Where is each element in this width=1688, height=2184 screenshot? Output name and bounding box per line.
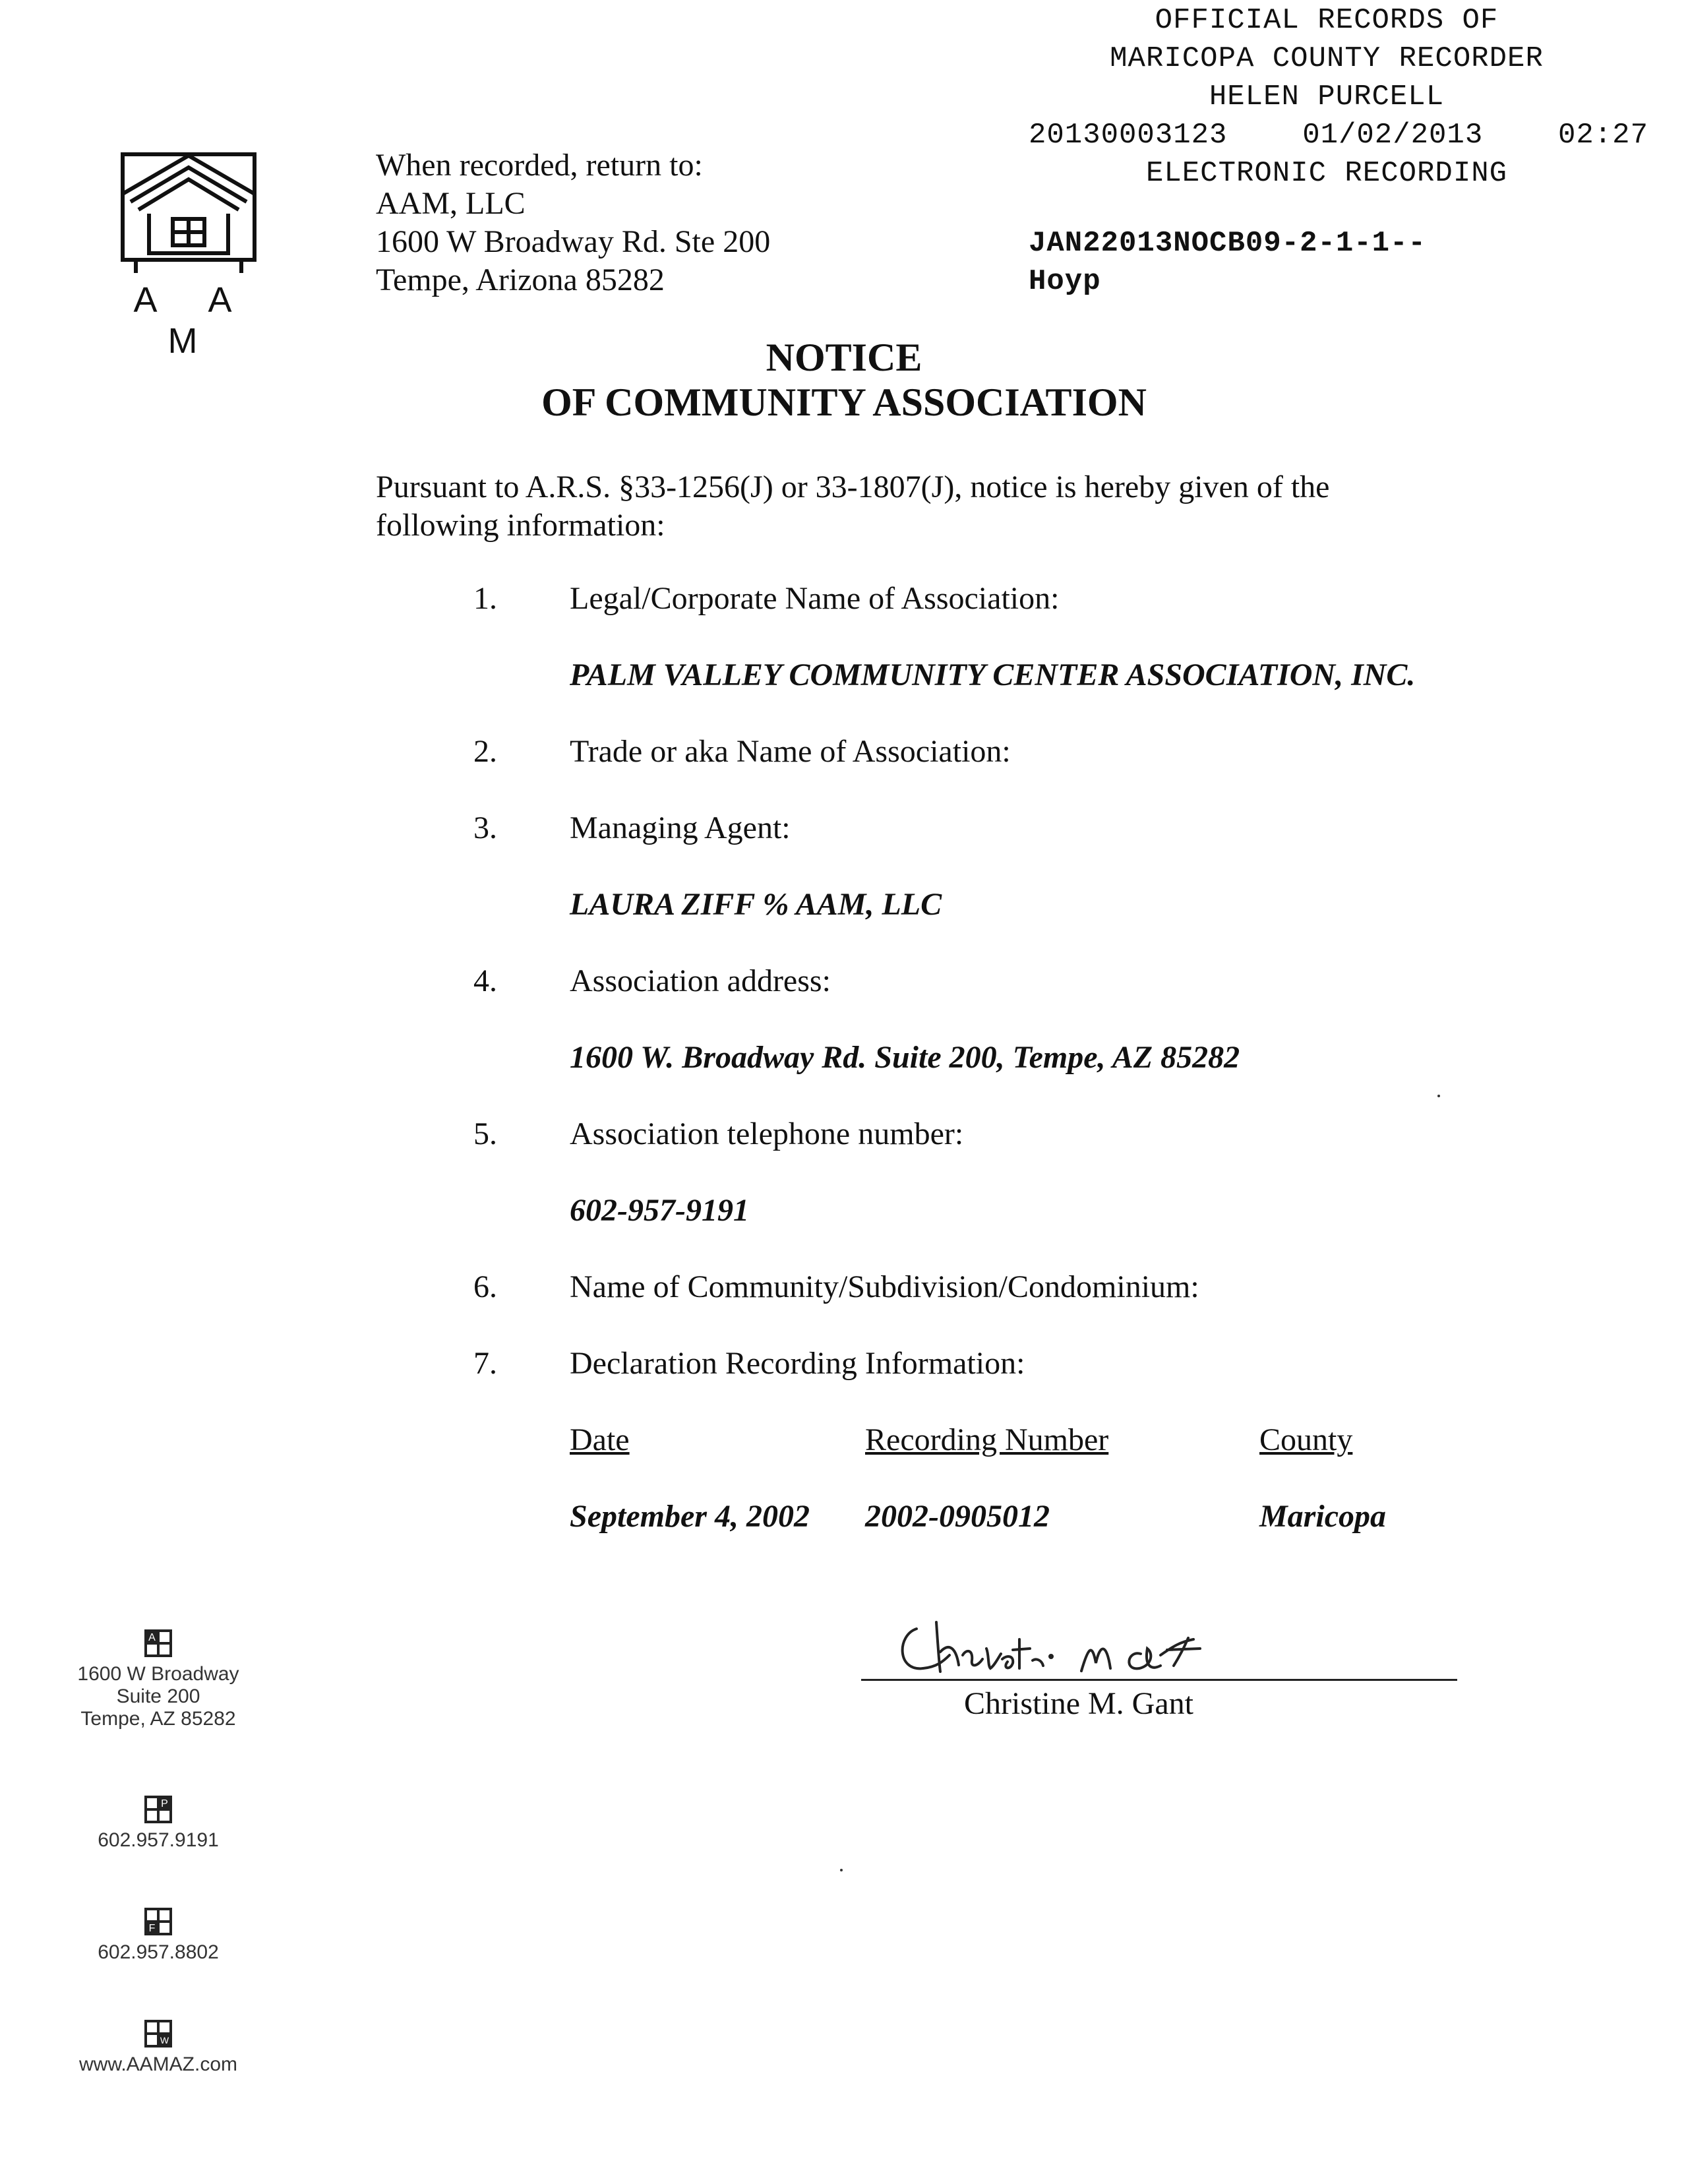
- recorder-code: JAN22013NOCB09-2-1-1--: [1029, 227, 1426, 260]
- sidebar-phone: 602.957.9191: [98, 1829, 219, 1851]
- item-4-value: 1600 W. Broadway Rd. Suite 200, Tempe, AZ 85282: [570, 1040, 1240, 1075]
- declaration-header-recording-number: Recording Number: [865, 1422, 1109, 1457]
- item-4-label: Association address:: [570, 963, 831, 998]
- scan-speck: [1437, 1095, 1440, 1097]
- sidebar-address-line1: 1600 W Broadway: [77, 1663, 239, 1685]
- sidebar-address-line3: Tempe, AZ 85282: [80, 1708, 236, 1730]
- item-3-label: Managing Agent:: [570, 810, 791, 845]
- return-line2: AAM, LLC: [376, 186, 526, 221]
- item-1-value: PALM VALLEY COMMUNITY CENTER ASSOCIATION, INC.: [570, 657, 1416, 692]
- sidebar-fax-block: [53, 1907, 264, 1964]
- return-line4: Tempe, Arizona 85282: [376, 262, 665, 297]
- recorder-code2: Hoyp: [1029, 265, 1101, 298]
- declaration-county: Maricopa: [1259, 1499, 1386, 1534]
- return-line1: When recorded, return to:: [376, 148, 703, 183]
- return-line3: 1600 W Broadway Rd. Ste 200: [376, 224, 771, 259]
- signer-name: Christine M. Gant: [964, 1686, 1193, 1721]
- recorder-stamp: [1029, 1, 1648, 301]
- address-icon: [144, 1629, 173, 1658]
- logo-text: A A M: [133, 280, 255, 361]
- item-2-label: Trade or aka Name of Association:: [570, 734, 1011, 769]
- item-number: 1.: [473, 581, 497, 616]
- item-number: 7.: [473, 1346, 497, 1381]
- declaration-recording-number: 2002-0905012: [865, 1499, 1050, 1534]
- sidebar-phone-block: [53, 1795, 264, 1852]
- phone-icon: [144, 1795, 173, 1824]
- fax-icon: [144, 1907, 173, 1936]
- item-6-label: Name of Community/Subdivision/Condominium:: [570, 1269, 1199, 1304]
- icon-letter-p: P: [161, 1798, 168, 1809]
- recorder-line1: OFFICIAL RECORDS OF: [1155, 4, 1499, 37]
- icon-letter-w: W: [160, 2035, 169, 2046]
- signature-line: [861, 1679, 1457, 1681]
- scan-speck: [840, 1869, 843, 1871]
- house-logo-icon: [109, 148, 268, 280]
- item-number: 3.: [473, 810, 497, 845]
- item-3-value: LAURA ZIFF % AAM, LLC: [570, 887, 942, 922]
- record-date: 01/02/2013: [1302, 119, 1484, 152]
- recorder-line2: MARICOPA COUNTY RECORDER: [1110, 42, 1544, 75]
- recorder-record-row: [1029, 116, 1648, 154]
- item-number: 5.: [473, 1116, 497, 1151]
- document-title-line2: OF COMMUNITY ASSOCIATION: [541, 380, 1147, 424]
- sidebar-address-block: [53, 1629, 264, 1730]
- record-number: 20130003123: [1029, 119, 1228, 152]
- item-number: 4.: [473, 963, 497, 998]
- item-number: 6.: [473, 1269, 497, 1304]
- sidebar-web-block: [53, 2019, 264, 2076]
- sidebar-fax: 602.957.8802: [98, 1941, 219, 1963]
- record-time: 02:27: [1557, 119, 1648, 152]
- document-title-line1: NOTICE: [766, 336, 922, 379]
- item-5-value: 602-957-9191: [570, 1193, 749, 1228]
- declaration-header-date: Date: [570, 1422, 630, 1457]
- web-icon: [144, 2019, 173, 2048]
- declaration-date: September 4, 2002: [570, 1499, 810, 1534]
- intro-paragraph: Pursuant to A.R.S. §33-1256(J) or 33-1807(J), notice is hereby given of the following information:: [376, 470, 1330, 543]
- recorder-line5: ELECTRONIC RECORDING: [1145, 157, 1508, 190]
- recorder-line3: HELEN PURCELL: [1209, 80, 1445, 113]
- sidebar-web: www.AAMAZ.com: [78, 2053, 238, 2075]
- item-1-label: Legal/Corporate Name of Association:: [570, 581, 1060, 616]
- icon-letter-a: A: [148, 1632, 156, 1643]
- item-number: 2.: [473, 734, 497, 769]
- icon-letter-f: F: [148, 1923, 156, 1934]
- sidebar-address-line2: Suite 200: [116, 1685, 200, 1707]
- aam-logo: [109, 148, 268, 361]
- item-7-label: Declaration Recording Information:: [570, 1346, 1025, 1381]
- signature-image: [890, 1602, 1259, 1682]
- return-address: [376, 146, 770, 299]
- declaration-header-county: County: [1259, 1422, 1353, 1457]
- item-5-label: Association telephone number:: [570, 1116, 964, 1151]
